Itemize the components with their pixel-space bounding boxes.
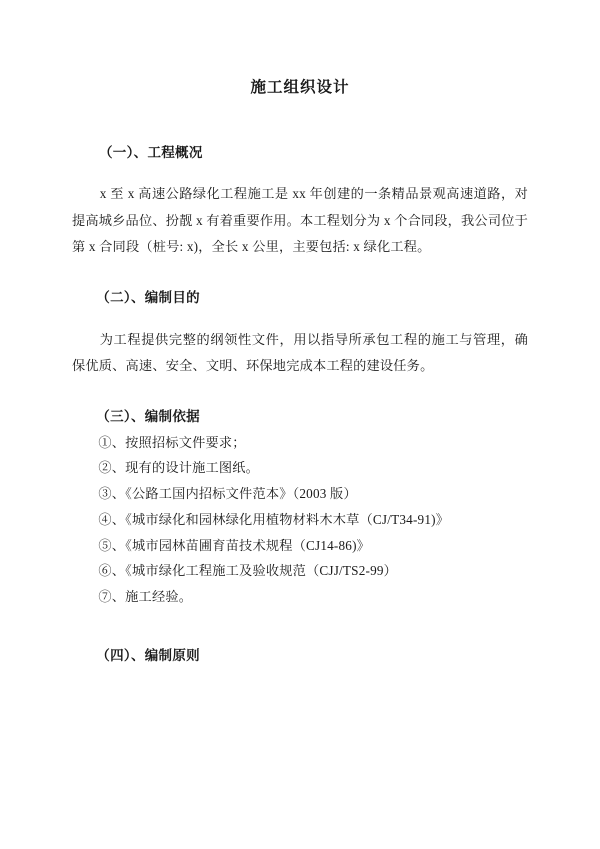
section-heading: （二）、编制目的: [96, 290, 200, 306]
section-heading: （一）、工程概况: [99, 144, 203, 160]
spacer: [72, 165, 528, 181]
section-bianzhi-yiju: [72, 405, 528, 609]
spacer: [72, 260, 528, 286]
list-item: ②、现有的设计施工图纸。: [98, 460, 260, 476]
list-item: ⑤、《城市园林苗圃育苗技术规程（CJ14-86)》: [98, 537, 371, 553]
list-item: ③、《公路工国内招标文件范本》（2003 版）: [98, 486, 357, 502]
list-item: ⑦、施工经验。: [98, 589, 193, 605]
section-heading: （三）、编制依据: [96, 409, 200, 425]
spacer: [72, 610, 528, 644]
spacer: [72, 311, 528, 327]
spacer: [72, 101, 528, 141]
list-item: ①、按照招标文件要求；: [98, 434, 246, 450]
section-bianzhi-mudi: [72, 286, 528, 379]
section-gongcheng-gaikuang: [72, 141, 528, 261]
list-item: ⑥、《城市绿化工程施工及验收规范（CJJ/TS2-99）: [98, 563, 398, 579]
section-paragraph: x 至 x 高速公路绿化工程施工是 xx 年创建的一条精品景观高速道路，对提高城乡品位、扮靓 x 有着重要作用。本工程划分为 x 个合同段，我公司位于第 x 合同段（桩号: x)，全长 x 公里，主要包括: x 绿化工程。: [72, 186, 528, 254]
list-item: ④、《城市绿化和园林绿化用植物材料木木草（CJ/T34-91)》: [98, 511, 450, 527]
section-paragraph: 为工程提供完整的纲领性文件，用以指导所承包工程的施工与管理，确保优质、高速、安全、文明、环保地完成本工程的建设任务。: [72, 331, 528, 374]
spacer: [72, 379, 528, 405]
section-heading: （四）、编制原则: [96, 647, 200, 663]
section-bianzhi-yuanze: [72, 644, 528, 668]
page-title: 施工组织设计: [250, 79, 350, 96]
